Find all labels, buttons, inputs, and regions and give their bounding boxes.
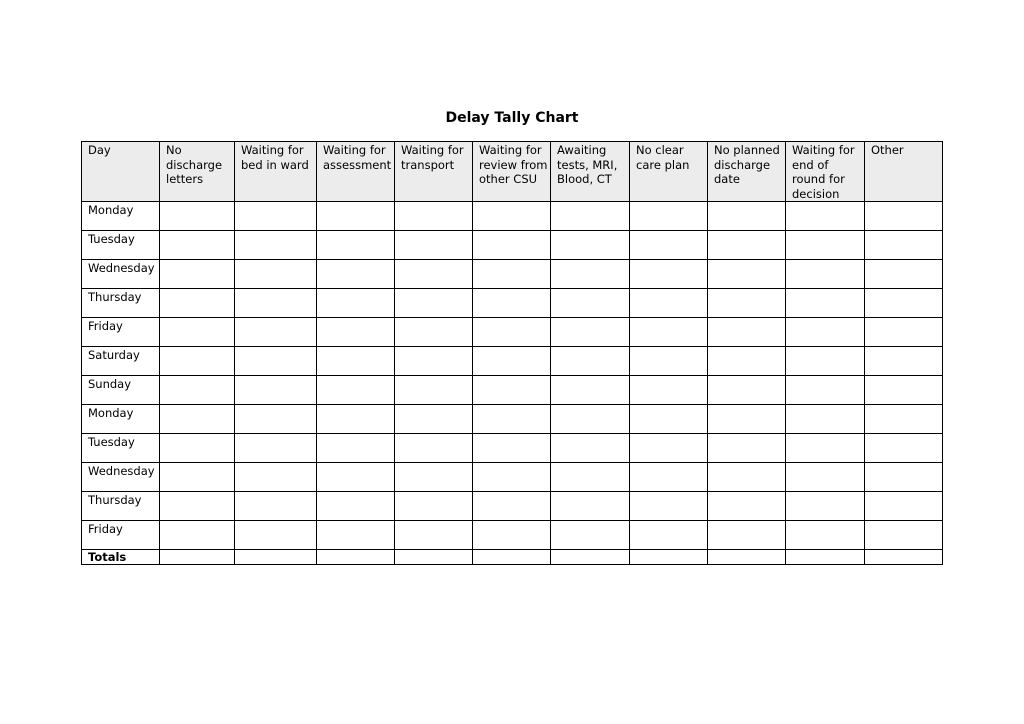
tally-cell[interactable] <box>473 434 551 463</box>
day-cell: Monday <box>82 202 160 231</box>
header-label: Day <box>88 143 111 157</box>
tally-cell[interactable] <box>551 318 630 347</box>
total-cell[interactable] <box>786 550 865 565</box>
tally-cell[interactable] <box>235 463 317 492</box>
tally-cell[interactable] <box>708 521 786 550</box>
table-row <box>82 260 943 289</box>
tally-cell[interactable] <box>708 405 786 434</box>
header-waiting-for-review <box>473 142 551 202</box>
tally-cell[interactable] <box>235 492 317 521</box>
tally-cell[interactable] <box>235 405 317 434</box>
page-title: Delay Tally Chart <box>445 110 579 126</box>
day-cell: Wednesday <box>82 463 160 492</box>
tally-cell[interactable] <box>317 521 395 550</box>
tally-cell[interactable] <box>473 347 551 376</box>
tally-cell[interactable] <box>235 260 317 289</box>
tally-cell[interactable] <box>708 289 786 318</box>
header-day <box>82 142 160 202</box>
tally-cell[interactable] <box>708 202 786 231</box>
tally-cell[interactable] <box>551 492 630 521</box>
day-cell: Friday <box>82 521 160 550</box>
tally-cell[interactable] <box>865 434 943 463</box>
tally-cell[interactable] <box>786 260 865 289</box>
tally-cell[interactable] <box>395 463 473 492</box>
tally-cell[interactable] <box>473 260 551 289</box>
tally-cell[interactable] <box>551 231 630 260</box>
total-cell[interactable] <box>708 550 786 565</box>
tally-cell[interactable] <box>630 521 708 550</box>
tally-cell[interactable] <box>395 434 473 463</box>
total-cell[interactable] <box>630 550 708 565</box>
header-label: Waiting for transport <box>401 143 464 172</box>
tally-cell[interactable] <box>630 376 708 405</box>
tally-cell[interactable] <box>395 289 473 318</box>
tally-cell[interactable] <box>786 347 865 376</box>
tally-cell[interactable] <box>473 521 551 550</box>
header-awaiting-tests <box>551 142 630 202</box>
tally-cell[interactable] <box>395 347 473 376</box>
header-label: Waiting for review from other CSU <box>479 143 548 186</box>
tally-cell[interactable] <box>551 347 630 376</box>
tally-cell[interactable] <box>551 376 630 405</box>
total-cell[interactable] <box>865 550 943 565</box>
header-label: Waiting for bed in ward <box>241 143 309 172</box>
tally-cell[interactable] <box>317 260 395 289</box>
day-cell: Wednesday <box>82 260 160 289</box>
tally-cell[interactable] <box>786 521 865 550</box>
day-cell: Monday <box>82 405 160 434</box>
totals-row <box>82 550 943 565</box>
table-row <box>82 376 943 405</box>
header-other <box>865 142 943 202</box>
tally-cell[interactable] <box>786 463 865 492</box>
tally-cell[interactable] <box>865 231 943 260</box>
tally-cell[interactable] <box>235 231 317 260</box>
day-cell: Saturday <box>82 347 160 376</box>
header-no-clear-care-plan <box>630 142 708 202</box>
tally-cell[interactable] <box>551 463 630 492</box>
tally-cell[interactable] <box>708 231 786 260</box>
tally-cell[interactable] <box>786 289 865 318</box>
tally-cell[interactable] <box>395 318 473 347</box>
tally-cell[interactable] <box>317 318 395 347</box>
tally-cell[interactable] <box>160 289 235 318</box>
tally-cell[interactable] <box>630 231 708 260</box>
tally-cell[interactable] <box>708 492 786 521</box>
header-label: No discharge letters <box>166 143 223 186</box>
tally-cell[interactable] <box>160 202 235 231</box>
tally-cell[interactable] <box>708 434 786 463</box>
tally-cell[interactable] <box>630 492 708 521</box>
tally-cell[interactable] <box>160 492 235 521</box>
tally-cell[interactable] <box>473 289 551 318</box>
total-cell[interactable] <box>160 550 235 565</box>
tally-cell[interactable] <box>473 376 551 405</box>
header-no-discharge-letters <box>160 142 235 202</box>
table-row <box>82 202 943 231</box>
tally-cell[interactable] <box>786 318 865 347</box>
totals-label: Totals <box>82 550 160 565</box>
header-label: Awaiting tests, MRI, Blood, CT <box>557 143 618 186</box>
tally-cell[interactable] <box>630 318 708 347</box>
tally-cell[interactable] <box>630 405 708 434</box>
tally-cell[interactable] <box>551 434 630 463</box>
tally-cell[interactable] <box>235 289 317 318</box>
tally-cell[interactable] <box>786 492 865 521</box>
tally-cell[interactable] <box>235 521 317 550</box>
tally-cell[interactable] <box>630 347 708 376</box>
tally-cell[interactable] <box>708 260 786 289</box>
tally-cell[interactable] <box>395 492 473 521</box>
table-row <box>82 492 943 521</box>
table-row <box>82 231 943 260</box>
header-waiting-for-bed <box>235 142 317 202</box>
total-cell[interactable] <box>473 550 551 565</box>
tally-cell[interactable] <box>630 260 708 289</box>
header-waiting-for-transport <box>395 142 473 202</box>
tally-cell[interactable] <box>786 405 865 434</box>
tally-cell[interactable] <box>317 347 395 376</box>
tally-cell[interactable] <box>630 434 708 463</box>
tally-cell[interactable] <box>160 260 235 289</box>
tally-cell[interactable] <box>786 376 865 405</box>
header-waiting-for-end-of-round <box>786 142 865 202</box>
tally-cell[interactable] <box>865 463 943 492</box>
total-cell[interactable] <box>235 550 317 565</box>
tally-cell[interactable] <box>395 405 473 434</box>
tally-cell[interactable] <box>160 231 235 260</box>
tally-cell[interactable] <box>473 492 551 521</box>
tally-cell[interactable] <box>317 434 395 463</box>
tally-cell[interactable] <box>395 231 473 260</box>
tally-cell[interactable] <box>160 376 235 405</box>
day-cell: Tuesday <box>82 434 160 463</box>
table-row <box>82 405 943 434</box>
day-cell: Thursday <box>82 492 160 521</box>
tally-cell[interactable] <box>865 318 943 347</box>
table-row <box>82 434 943 463</box>
tally-cell[interactable] <box>473 231 551 260</box>
tally-cell[interactable] <box>395 202 473 231</box>
tally-cell[interactable] <box>235 318 317 347</box>
day-cell: Tuesday <box>82 231 160 260</box>
tally-cell[interactable] <box>708 318 786 347</box>
tally-cell[interactable] <box>551 521 630 550</box>
tally-cell[interactable] <box>317 289 395 318</box>
header-row <box>82 142 943 202</box>
tally-cell[interactable] <box>160 405 235 434</box>
tally-cell[interactable] <box>786 231 865 260</box>
header-no-planned-discharge <box>708 142 786 202</box>
tally-cell[interactable] <box>551 202 630 231</box>
header-label: Waiting for end of round for decision <box>792 143 855 201</box>
tally-cell[interactable] <box>160 521 235 550</box>
table-row <box>82 318 943 347</box>
tally-cell[interactable] <box>235 376 317 405</box>
day-cell: Friday <box>82 318 160 347</box>
delay-tally-table <box>81 141 943 565</box>
tally-cell[interactable] <box>865 289 943 318</box>
tally-cell[interactable] <box>473 318 551 347</box>
tally-cell[interactable] <box>235 434 317 463</box>
tally-cell[interactable] <box>317 463 395 492</box>
tally-cell[interactable] <box>865 202 943 231</box>
tally-cell[interactable] <box>630 289 708 318</box>
tally-cell[interactable] <box>551 289 630 318</box>
tally-cell[interactable] <box>235 202 317 231</box>
tally-cell[interactable] <box>630 463 708 492</box>
total-cell[interactable] <box>317 550 395 565</box>
tally-cell[interactable] <box>551 260 630 289</box>
table-body <box>82 202 943 565</box>
tally-cell[interactable] <box>317 202 395 231</box>
header-label: Other <box>871 143 904 157</box>
table-row <box>82 521 943 550</box>
tally-cell[interactable] <box>395 376 473 405</box>
total-cell[interactable] <box>551 550 630 565</box>
tally-cell[interactable] <box>473 405 551 434</box>
tally-cell[interactable] <box>473 463 551 492</box>
tally-cell[interactable] <box>160 434 235 463</box>
tally-cell[interactable] <box>786 202 865 231</box>
tally-cell[interactable] <box>865 347 943 376</box>
table-row <box>82 347 943 376</box>
day-cell: Thursday <box>82 289 160 318</box>
tally-cell[interactable] <box>317 405 395 434</box>
header-label: No clear care plan <box>636 143 690 172</box>
table-row <box>82 289 943 318</box>
day-cell: Sunday <box>82 376 160 405</box>
total-cell[interactable] <box>395 550 473 565</box>
tally-cell[interactable] <box>160 463 235 492</box>
tally-cell[interactable] <box>865 521 943 550</box>
header-label: No planned discharge date <box>714 143 780 186</box>
tally-cell[interactable] <box>708 376 786 405</box>
tally-cell[interactable] <box>395 260 473 289</box>
header-label: Waiting for assessment <box>323 143 392 172</box>
tally-cell[interactable] <box>395 521 473 550</box>
header-waiting-for-assessment <box>317 142 395 202</box>
tally-cell[interactable] <box>865 492 943 521</box>
tally-cell[interactable] <box>160 318 235 347</box>
tally-cell[interactable] <box>160 347 235 376</box>
tally-cell[interactable] <box>317 231 395 260</box>
tally-cell[interactable] <box>473 202 551 231</box>
tally-cell[interactable] <box>630 202 708 231</box>
tally-cell[interactable] <box>551 405 630 434</box>
tally-cell[interactable] <box>865 260 943 289</box>
tally-cell[interactable] <box>708 463 786 492</box>
tally-cell[interactable] <box>865 405 943 434</box>
tally-cell[interactable] <box>865 376 943 405</box>
tally-cell[interactable] <box>235 347 317 376</box>
tally-cell[interactable] <box>786 434 865 463</box>
tally-cell[interactable] <box>708 347 786 376</box>
tally-cell[interactable] <box>317 492 395 521</box>
tally-cell[interactable] <box>317 376 395 405</box>
table-row <box>82 463 943 492</box>
